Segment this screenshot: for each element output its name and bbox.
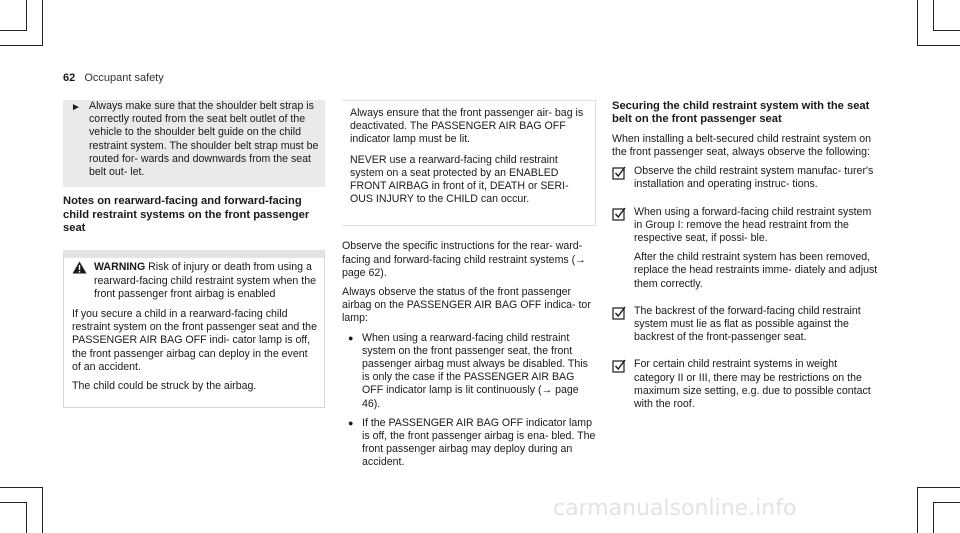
body-paragraph: Observe the specific instructions for the rear- ward-facing and forward-facing child restraint systems (→ page 62). — [342, 240, 586, 279]
bullet-dot-icon: ● — [348, 332, 354, 343]
warning-title-text: Risk of injury or death from using a rearward-facing child restraint system when the front passenger front airbag is enabled — [94, 261, 316, 300]
instruction-text: Always make sure that the shoulder belt strap is correctly routed from the seat belt outlet of the vehicle to the shoulder belt guide on the child restraint system. The shoulder belt strap must be routed for- wards and downwards from the seat belt out- let. — [89, 100, 319, 179]
crop-mark — [26, 503, 27, 533]
warning-paragraph: Always ensure that the front passenger air- bag is deactivated. The PASSENGER AIR BAG OFF indicator lamp must be lit. — [350, 107, 584, 146]
section-title: Occupant safety — [84, 72, 164, 84]
warning-box — [63, 250, 325, 408]
warning-title — [94, 261, 318, 301]
checklist-text: The backrest of the forward-facing child restraint system must lie as flat as possible against the backrest of the front-passenger seat. — [634, 304, 861, 344]
column-left — [63, 100, 325, 408]
crop-mark — [0, 502, 27, 503]
crop-mark — [0, 45, 43, 46]
warning-continuation-box — [342, 100, 596, 226]
checklist-item — [612, 358, 880, 417]
body-paragraph: Always observe the status of the front passenger airbag on the PASSENGER AIR BAG OFF indica- tor lamp: — [342, 286, 591, 325]
crop-mark — [917, 0, 918, 46]
checklist-text: Observe the child restraint system manufac- turer's installation and operating instruc- tions. — [634, 165, 874, 191]
page-number: 62 — [63, 72, 76, 84]
crop-mark — [917, 487, 918, 533]
notes-heading: Notes on rearward-facing and forward-facing child restraint systems on the front passenger seat — [63, 195, 310, 235]
list-item-text: If the PASSENGER AIR BAG OFF indicator lamp is off, the front passenger airbag is ena- bled. The front passenger airbag may deploy during an accident. — [362, 416, 596, 469]
list-item — [348, 332, 596, 411]
column-middle — [342, 100, 596, 476]
crop-mark — [933, 503, 934, 533]
crop-mark — [933, 0, 934, 30]
checklist-text: When using a forward-facing child restraint system in Group I: remove the head restraint from the respective seat, if possi- ble. — [634, 205, 872, 245]
list-item-text: When using a rearward-facing child restraint system on the front passenger seat, the front passenger airbag must always be disabled. This is only the case if the PASSENGER AIR BAG OFF indicator lamp is lit continuously (→ page 46). — [362, 331, 588, 410]
checklist-item — [612, 206, 880, 297]
checkbox-check-icon — [612, 305, 634, 351]
list-item — [348, 417, 596, 470]
warning-label: WARNING — [94, 261, 146, 274]
column-right — [612, 100, 880, 425]
watermark: carmanualsonline.info — [553, 496, 797, 521]
crop-mark — [933, 502, 960, 503]
section-heading: Securing the child restraint system with the seat belt on the front passenger seat — [612, 100, 870, 126]
crop-mark — [0, 487, 43, 488]
crop-mark — [917, 45, 960, 46]
warning-paragraph: If you secure a child in a rearward-facing child restraint system on the front passenger seat and the PASSENGER AIR BAG OFF indi- cator lamp is off, the front passenger airbag can deploy in the event of an accident. — [72, 308, 317, 373]
instruction-box — [63, 100, 325, 187]
warning-triangle-icon — [72, 261, 94, 301]
arrow-bullet-icon: ► — [71, 102, 81, 113]
page-header — [63, 72, 164, 85]
checkbox-check-icon — [612, 165, 634, 197]
checklist-text: After the child restraint system has been removed, replace the head restraints imme- diately and adjust them correctly. — [634, 251, 878, 290]
warning-paragraph: The child could be struck by the airbag. — [72, 380, 257, 393]
checklist-item — [612, 305, 880, 351]
crop-mark — [917, 487, 960, 488]
crop-mark — [933, 30, 960, 31]
checkbox-check-icon — [612, 358, 634, 417]
crop-mark — [0, 30, 27, 31]
checklist-text: For certain child restraint systems in weight category II or III, there may be restrictions on the maximum size setting, e.g. due to possible contact with the roof. — [634, 358, 871, 411]
crop-mark — [42, 487, 43, 533]
crop-mark — [42, 0, 43, 46]
warning-paragraph: NEVER use a rearward-facing child restraint system on a seat protected by an ENABLED FRONT AIRBAG in front of it, DEATH or SERI- OUS INJURY to the CHILD can occur. — [350, 153, 569, 206]
intro-paragraph: When installing a belt-secured child restraint system on the front passenger seat, always observe the following: — [612, 132, 872, 159]
checklist-item — [612, 165, 880, 197]
crop-mark — [26, 0, 27, 30]
checkbox-check-icon — [612, 206, 634, 297]
bullet-dot-icon: ● — [348, 417, 354, 428]
